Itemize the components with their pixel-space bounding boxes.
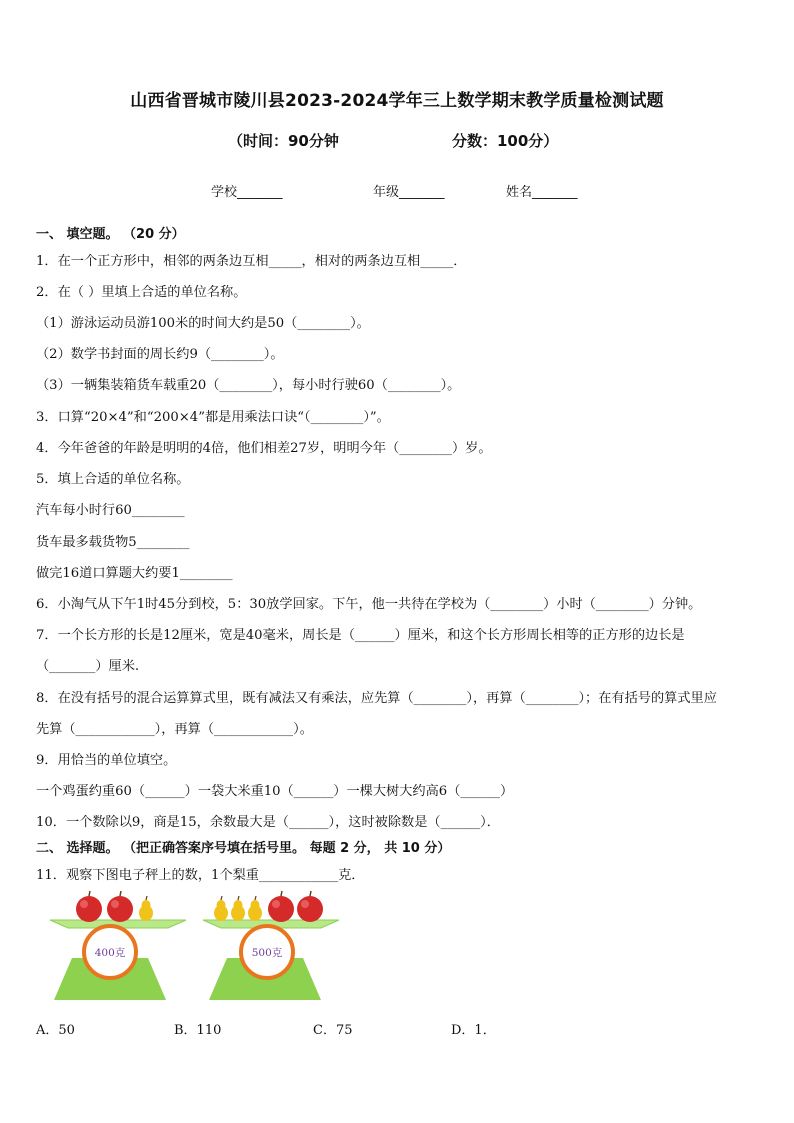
question-9: 9．用恰当的单位填空。 [36,753,177,768]
section-choice-heading: 二、 选择题。 （把正确答案序号填在括号里。 每题 2 分， 共 10 分） [36,841,451,856]
exam-time: （时间：90分钟 [228,132,339,150]
question-9-1: 一个鸡蛋约重60（______）一袋大米重10（______）一棵大树大约高6（______） [36,784,514,799]
pear-icon [231,896,245,921]
option-b[interactable]: B．110 [174,1023,222,1038]
question-2-1: （1）游泳运动员游100米的时间大约是50（________）。 [36,316,370,331]
option-c[interactable]: C．75 [313,1023,353,1038]
apple-icon [297,891,323,922]
question-10: 10．一个数除以9，商是15，余数最大是（______），这时被除数是（______）． [36,815,500,830]
question-6: 6．小淘气从下午1时45分到校，5：30放学回家。下午，他一共待在学校为（________）小时（________）分钟。 [36,597,702,612]
question-7-line1: 7．一个长方形的长是12厘米，宽是40毫米，周长是（______）厘米，和这个长方形周长相等的正方形的边长是 [36,628,685,643]
question-8-line1: 8．在没有括号的混合运算算式里，既有减法又有乘法，应先算（________），再算（________）；在有括号的算式里应 [36,691,717,706]
scale-2-reading: 500克 [251,947,283,959]
name-field: 姓名_______ [506,185,578,200]
question-5-1: 汽车每小时行60________ [36,503,185,518]
question-7-line2: （_______）厘米. [36,659,140,674]
apple-icon [76,891,102,922]
question-4: 4．今年爸爸的年龄是明明的4倍，他们相差27岁，明明今年（________）岁。 [36,441,492,456]
grade-field: 年级_______ [373,185,445,200]
question-5-2: 货车最多载货物5________ [36,535,190,550]
option-a[interactable]: A．50 [36,1023,75,1038]
pear-icon [139,896,153,921]
scale-1-reading: 400克 [94,947,126,959]
electronic-scale-2 [197,888,347,1006]
question-3: 3．口算“20×4”和“200×4”都是用乘法口诀“（________）”。 [36,410,390,425]
apple-icon [107,891,133,922]
question-2-3: （3）一辆集装箱货车载重20（________），每小时行驶60（________）。 [36,378,461,393]
pear-icon [214,896,228,921]
question-2: 2．在（ ）里填上合适的单位名称。 [36,285,247,300]
question-5: 5．填上合适的单位名称。 [36,472,190,487]
question-5-3: 做完16道口算题大约要1________ [36,566,233,581]
option-d[interactable]: D．1． [451,1023,496,1038]
apple-icon [268,891,294,922]
exam-title: 山西省晋城市陵川县2023-2024学年三上数学期末教学质量检测试题 [130,91,664,111]
pear-icon [248,896,262,921]
section-fill-blank-heading: 一、 填空题。 （20 分） [36,227,185,242]
electronic-scale-1 [44,888,194,1006]
question-2-2: （2）数学书封面的周长约9（________）。 [36,347,284,362]
school-field: 学校_______ [211,185,283,200]
question-11: 11．观察下图电子秤上的数，1个梨重____________克． [36,868,365,883]
exam-score: 分数：100分） [452,132,559,150]
question-1: 1．在一个正方形中，相邻的两条边互相_____，相对的两条边互相_____． [36,254,467,269]
question-8-line2: 先算（____________），再算（____________）。 [36,722,313,737]
